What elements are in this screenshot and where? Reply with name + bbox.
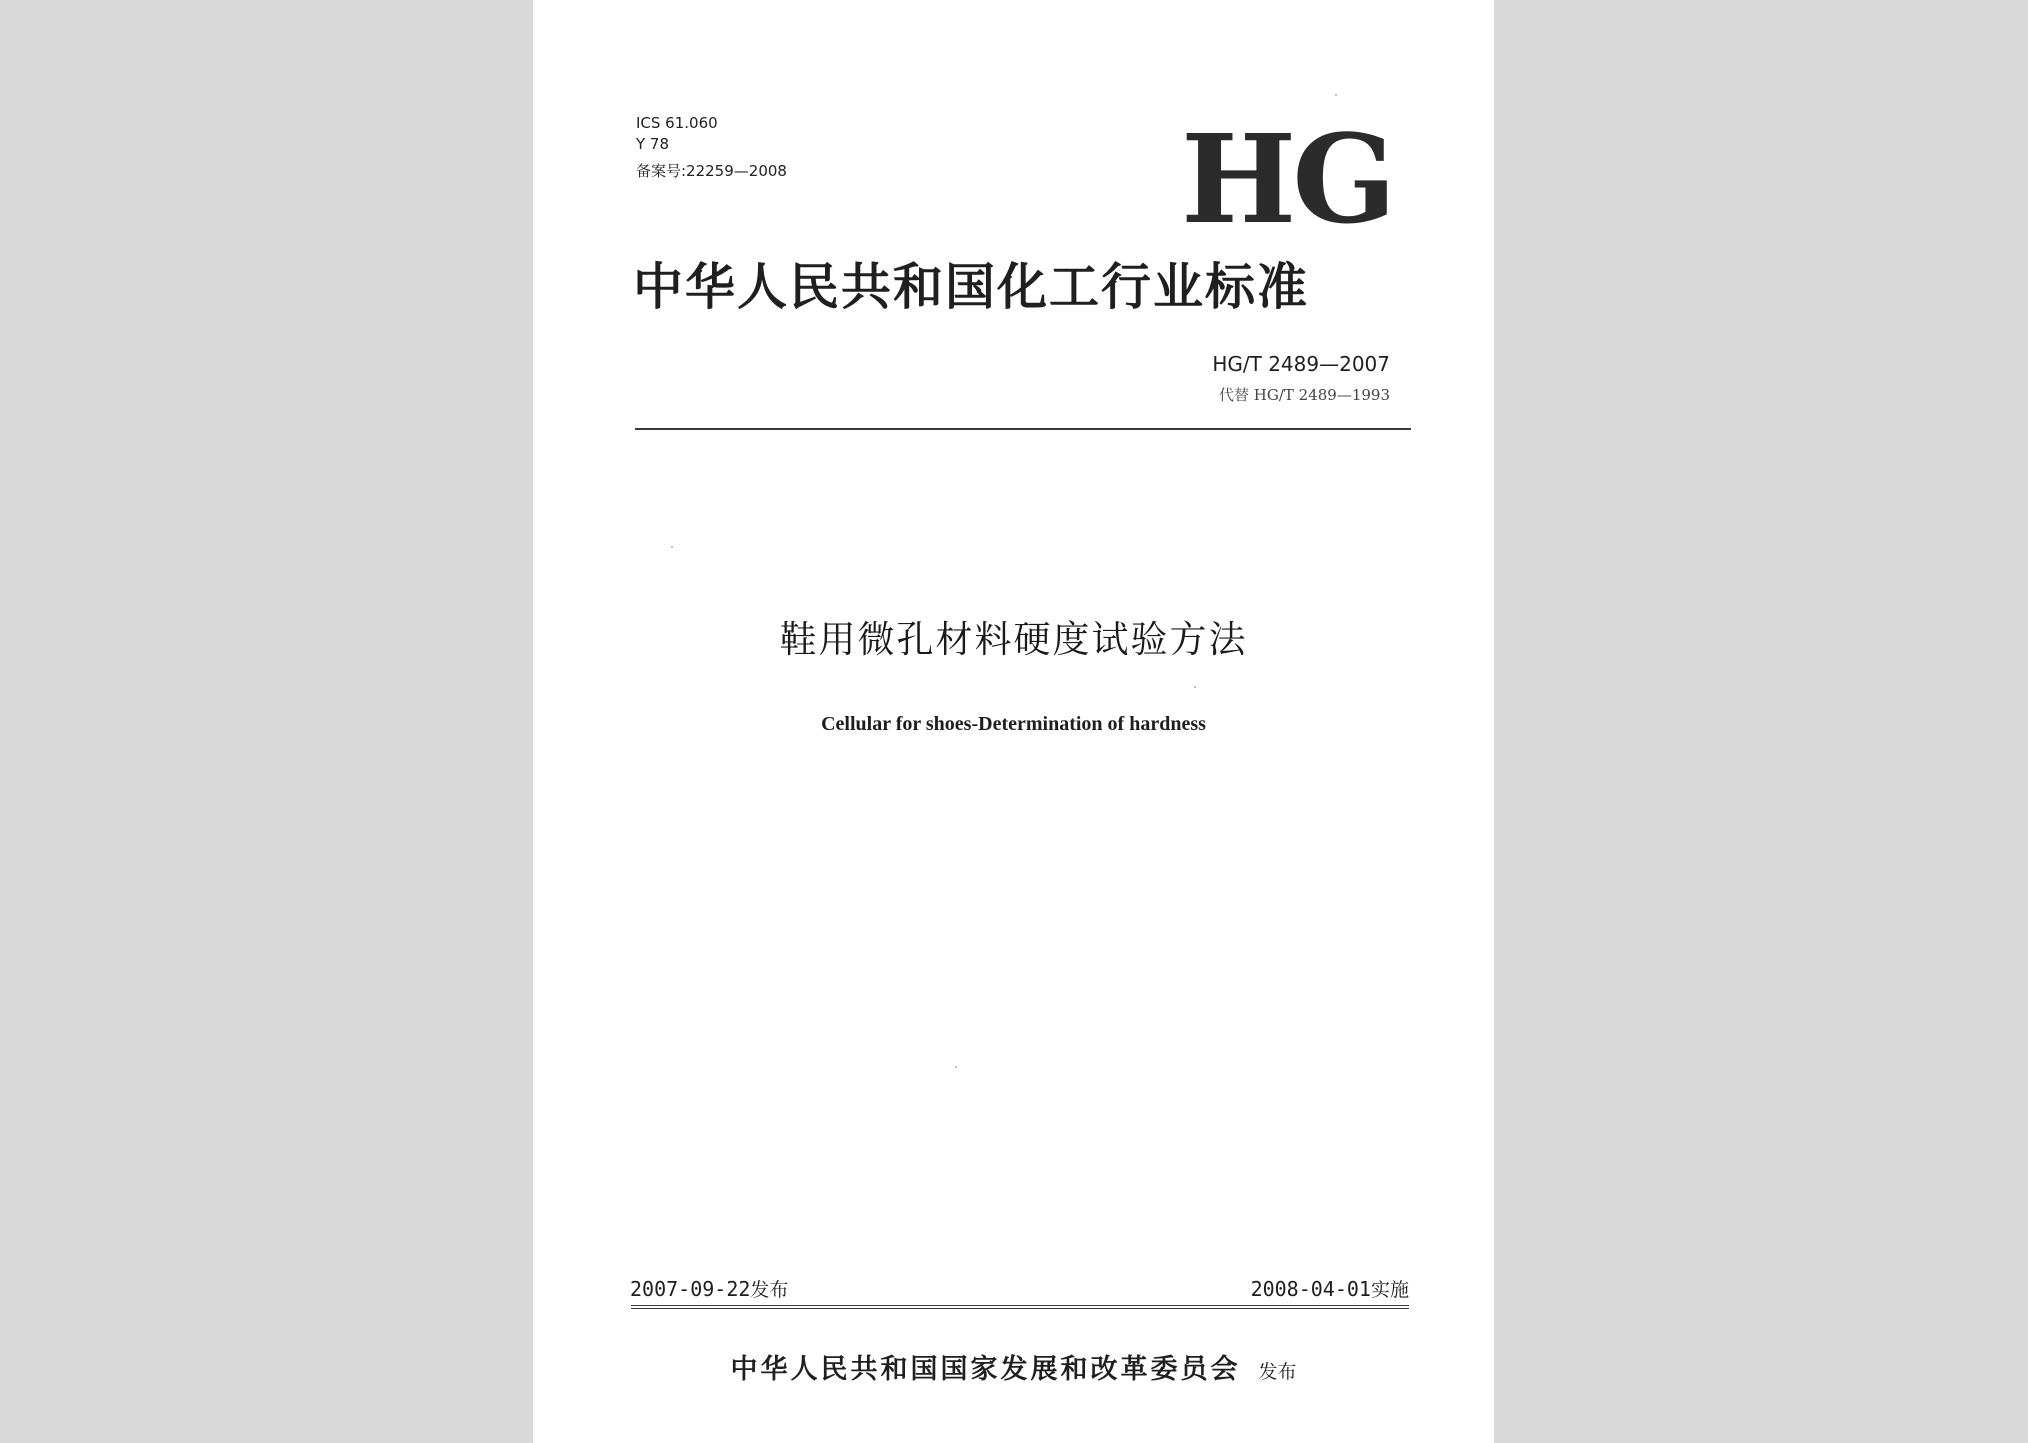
replaced-standard: 代替 HG/T 2489—1993 (1218, 386, 1390, 404)
document-page (533, 0, 1494, 1443)
issuing-authority-title: 中华人民共和国化工行业标准 (633, 258, 1309, 316)
scan-speck (671, 546, 673, 548)
ics-code: ICS 61.060 (636, 114, 718, 132)
filing-number: 备案号:22259—2008 (636, 162, 787, 180)
scan-speck (1194, 686, 1196, 688)
publisher-name: 中华人民共和国国家发展和改革委员会 (730, 1354, 1241, 1385)
ccs-code: Y 78 (636, 135, 670, 153)
publisher-verb: 发布 (1258, 1361, 1297, 1383)
implementation-label: 实施 (1370, 1279, 1409, 1301)
scan-speck (955, 1066, 957, 1068)
issue-date: 2007-09-22 (630, 1277, 751, 1301)
issue-date-line (630, 1276, 788, 1303)
hg-standard-logo: HG (1181, 107, 1393, 251)
standard-number: HG/T 2489—2007 (1212, 352, 1390, 376)
implementation-date: 2008-04-01 (1250, 1277, 1371, 1301)
footer-divider-lower (631, 1308, 1409, 1309)
header-divider (635, 428, 1411, 430)
document-title-chinese: 鞋用微孔材料硬度试验方法 (779, 618, 1248, 661)
issue-label: 发布 (750, 1279, 789, 1301)
implementation-date-line (1251, 1276, 1409, 1303)
document-title-english: Cellular for shoes-Determination of hardness (821, 713, 1206, 735)
footer-divider-upper (631, 1305, 1409, 1306)
scan-speck (1335, 94, 1337, 96)
publisher-line (533, 1352, 1494, 1390)
